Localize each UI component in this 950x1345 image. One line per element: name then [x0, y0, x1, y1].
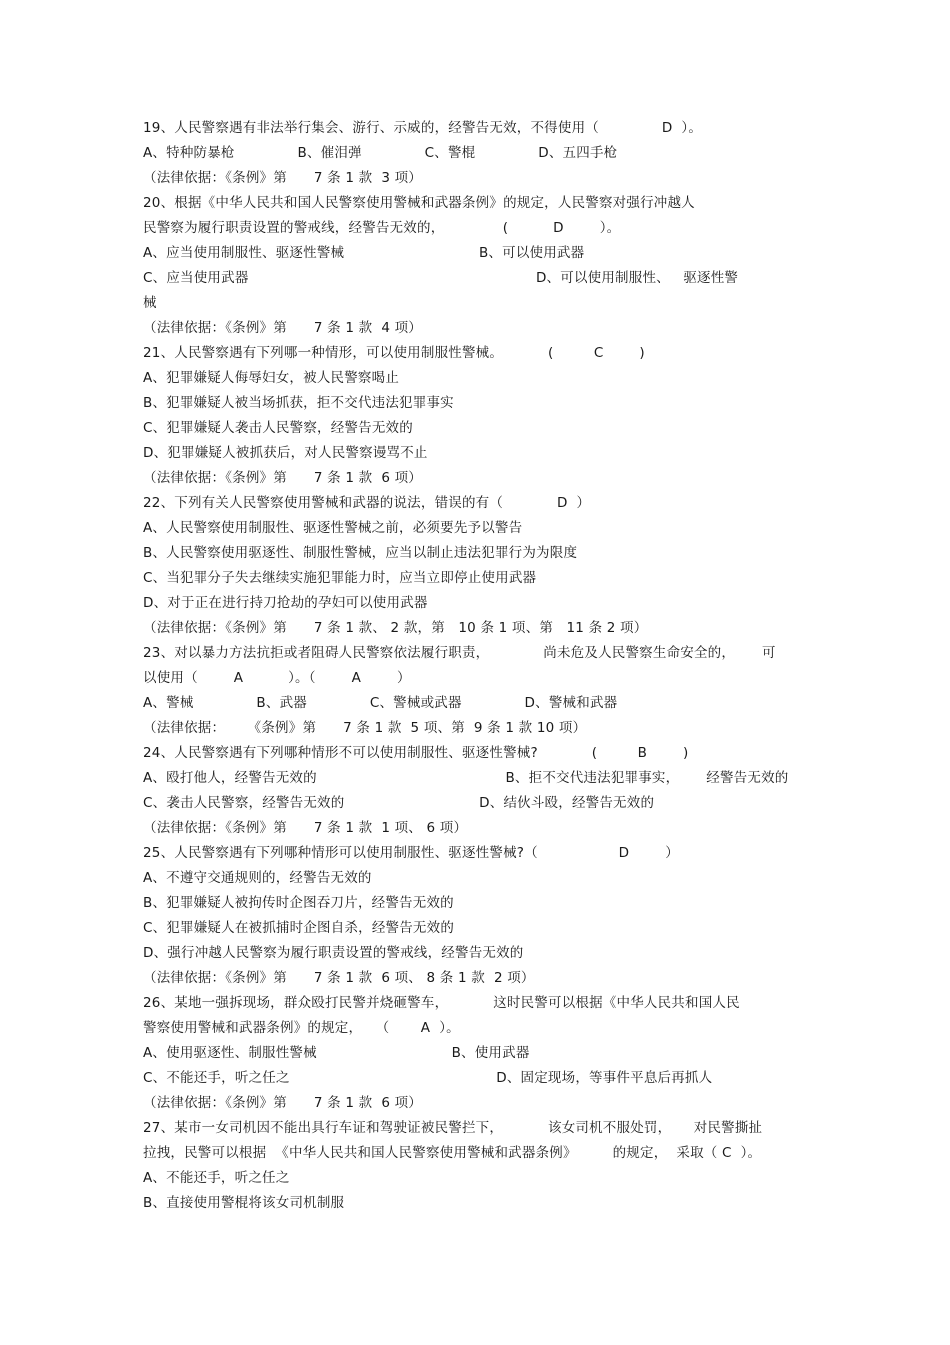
q25-legal-basis: （法律依据：《条例》第 7 条 1 款 6 项、 8 条 1 款 2 项） [143, 970, 535, 986]
question-26: 26、某地一强拆现场，群众殴打民警并烧砸警车， 这时民警可以根据《中华人民共和国人民 [143, 995, 740, 1011]
q21-option-a: A、犯罪嫌疑人侮辱妇女，被人民警察喝止 [143, 370, 400, 386]
question-26-cont: 警察使用警械和武器条例》的规定， （ A ）。 [143, 1020, 460, 1036]
question-20-cont: 民警察为履行职责设置的警戒线，经警告无效的， ( D ）。 [143, 220, 621, 236]
q22-option-c: C、当犯罪分子失去继续实施犯罪能力时，应当立即停止使用武器 [143, 570, 537, 586]
q21-option-b: B、犯罪嫌疑人被当场抓获，拒不交代违法犯罪事实 [143, 395, 454, 411]
q26-legal-basis: （法律依据：《条例》第 7 条 1 款 6 项） [143, 1095, 423, 1111]
q27-option-a: A、不能还手，听之任之 [143, 1170, 290, 1186]
q22-option-b: B、人民警察使用驱逐性、制服性警械，应当以制止违法犯罪行为为限度 [143, 545, 578, 561]
q20-options-cd: C、应当使用武器 D、可以使用制服性、 驱逐性警 [143, 270, 739, 286]
question-20: 20、根据《中华人民共和国人民警察使用警械和武器条例》的规定，人民警察对强行冲越人 [143, 195, 695, 211]
q21-option-c: C、犯罪嫌疑人袭击人民警察，经警告无效的 [143, 420, 413, 436]
question-23: 23、对以暴力方法抗拒或者阻碍人民警察依法履行职责， 尚未危及人民警察生命安全的， 可 [143, 645, 776, 661]
q20-legal-basis: （法律依据：《条例》第 7 条 1 款 4 项） [143, 320, 423, 336]
q22-option-a: A、人民警察使用制服性、驱逐性警械之前，必须要先予以警告 [143, 520, 523, 536]
q24-options-ab: A、殴打他人，经警告无效的 B、拒不交代违法犯罪事实， 经警告无效的 [143, 770, 789, 786]
q21-option-d: D、犯罪嫌疑人被抓获后，对人民警察谩骂不止 [143, 445, 428, 461]
q20-options-cd-cont: 械 [143, 295, 157, 311]
q25-option-d: D、强行冲越人民警察为履行职责设置的警戒线，经警告无效的 [143, 945, 524, 961]
q20-options-ab: A、应当使用制服性、驱逐性警械 B、可以使用武器 [143, 245, 585, 261]
q25-option-c: C、犯罪嫌疑人在被抓捕时企图自杀，经警告无效的 [143, 920, 455, 936]
q22-option-d: D、对于正在进行持刀抢劫的孕妇可以使用武器 [143, 595, 428, 611]
question-27-cont: 拉拽，民警可以根据 《中华人民共和国人民警察使用警械和武器条例》 的规定， 采取（ C ）。 [143, 1145, 762, 1161]
q19-legal-basis: （法律依据：《条例》第 7 条 1 款 3 项） [143, 170, 423, 186]
question-23-cont: 以使用（ A ）。（ A ） [143, 670, 411, 686]
q26-options-cd: C、不能还手，听之任之 D、固定现场，等事件平息后再抓人 [143, 1070, 713, 1086]
question-25: 25、人民警察遇有下列哪种情形可以使用制服性、驱逐性警械?（ D ） [143, 845, 679, 861]
q21-legal-basis: （法律依据：《条例》第 7 条 1 款 6 项） [143, 470, 423, 486]
q25-option-b: B、犯罪嫌疑人被拘传时企图吞刀片，经警告无效的 [143, 895, 454, 911]
question-22: 22、下列有关人民警察使用警械和武器的说法，错误的有（ D ） [143, 495, 591, 511]
q26-options-ab: A、使用驱逐性、制服性警械 B、使用武器 [143, 1045, 530, 1061]
q19-options: A、特种防暴枪 B、催泪弹 C、警棍 D、五四手枪 [143, 145, 618, 161]
question-19: 19、人民警察遇有非法举行集会、游行、示威的，经警告无效，不得使用（ D ）。 [143, 120, 703, 136]
q24-legal-basis: （法律依据：《条例》第 7 条 1 款 1 项、 6 项） [143, 820, 468, 836]
question-21: 21、人民警察遇有下列哪一种情形，可以使用制服性警械。 ( C ) [143, 345, 645, 361]
q27-option-b: B、直接使用警棍将该女司机制服 [143, 1195, 345, 1211]
q23-legal-basis: （法律依据： 《条例》第 7 条 1 款 5 项、第 9 条 1 款 10 项） [143, 720, 587, 736]
question-27: 27、某市一女司机因不能出具行车证和驾驶证被民警拦下， 该女司机不服处罚， 对民警撕扯 [143, 1120, 763, 1136]
q25-option-a: A、不遵守交通规则的，经警告无效的 [143, 870, 372, 886]
q23-options: A、警械 B、武器 C、警械或武器 D、警械和武器 [143, 695, 618, 711]
question-24: 24、人民警察遇有下列哪种情形不可以使用制服性、驱逐性警械? ( B ) [143, 745, 689, 761]
q24-options-cd: C、袭击人民警察，经警告无效的 D、结伙斗殴，经警告无效的 [143, 795, 655, 811]
q22-legal-basis: （法律依据：《条例》第 7 条 1 款、 2 款，第 10 条 1 项、第 11 条 2 项） [143, 620, 648, 636]
